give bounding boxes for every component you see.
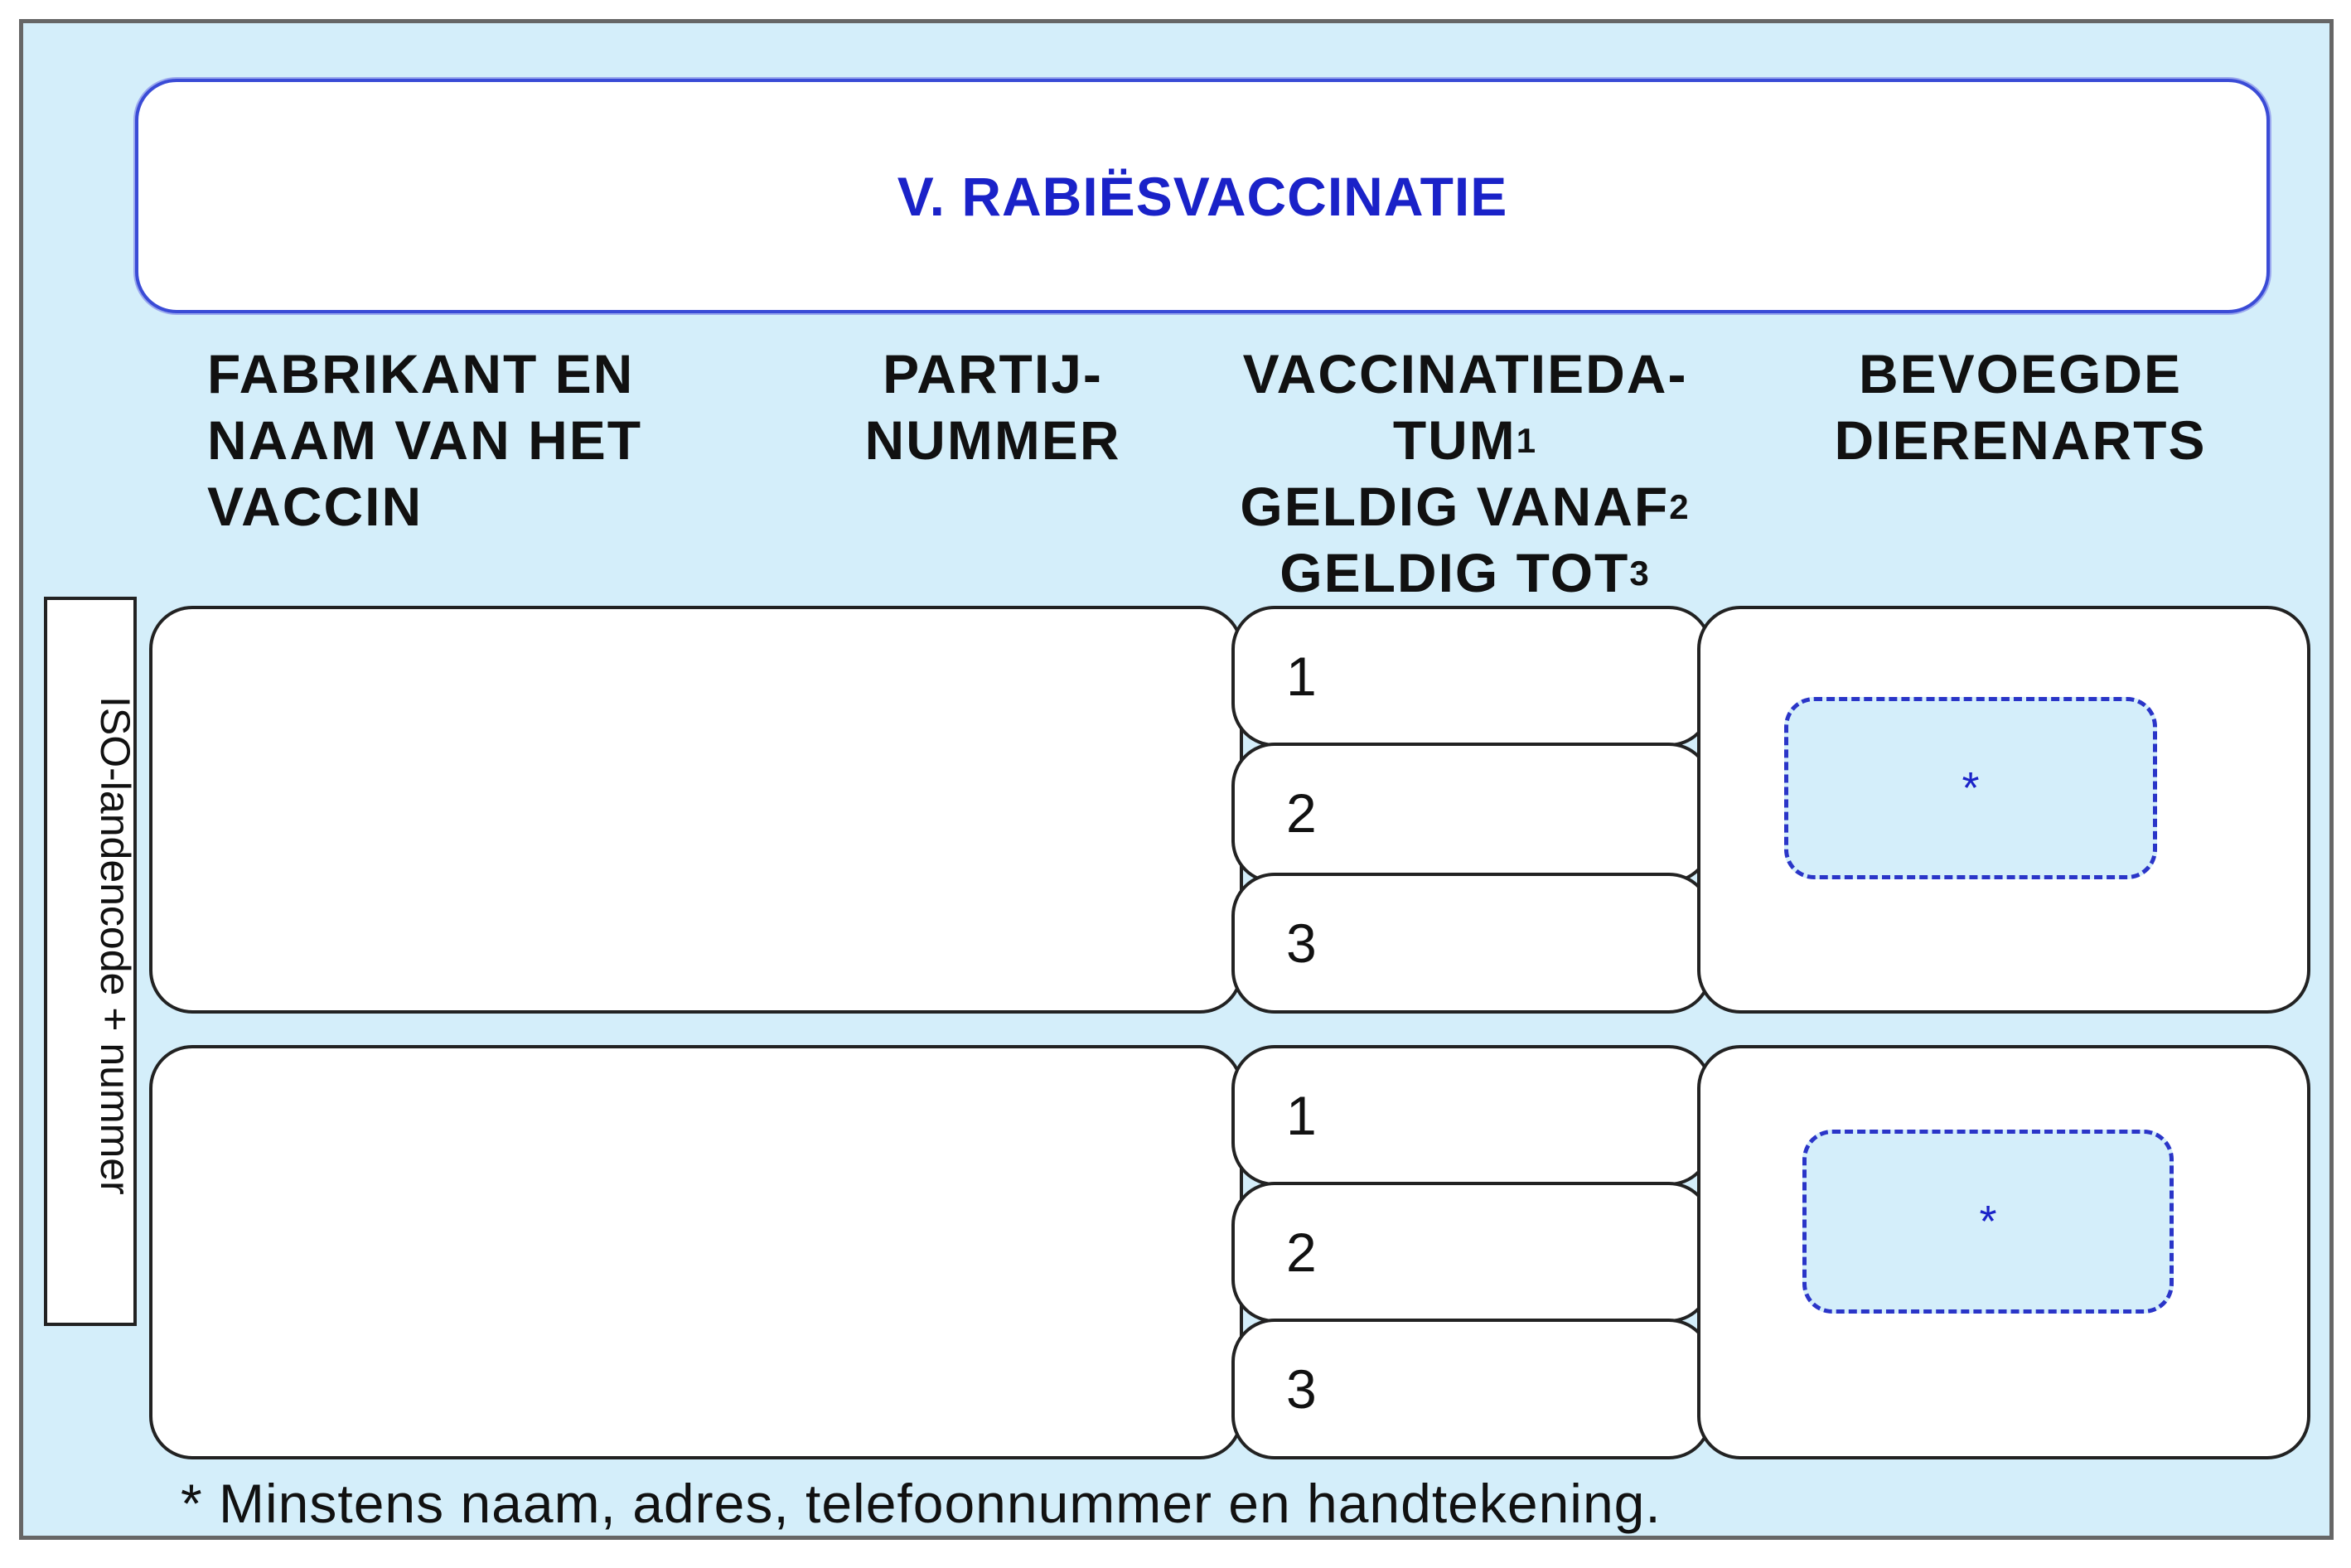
vaccine-field-row-1[interactable] <box>149 606 1243 1014</box>
section-title: V. RABIËSVACCINATIE <box>897 165 1508 227</box>
veterinarian-stamp-area-row-2: * <box>1802 1130 2174 1314</box>
column-header-partij: PARTIJ- NUMMER <box>864 343 1121 471</box>
column-header-dierenarts: BEVOEGDE DIERENARTS <box>1834 343 2207 471</box>
certificate-page <box>19 19 2334 1540</box>
vaccine-field-row-2[interactable] <box>149 1045 1243 1459</box>
column-header-fabrikant: FABRIKANT EN NAAM VAN HET VACCIN <box>207 343 643 537</box>
title-box <box>135 79 2270 313</box>
date-field-row-2-1[interactable]: 1 <box>1231 1045 1712 1186</box>
footnote: * Minstens naam, adres, telefoonnummer en handtekening. <box>181 1473 1662 1534</box>
date-field-row-1-1[interactable]: 1 <box>1231 606 1712 747</box>
column-header-datum: VACCINATIEDA- TUM$^1$ GELDIG VANAF$^2$ GELDIG TOT$^3$ <box>1240 343 1691 603</box>
date-field-row-2-2[interactable]: 2 <box>1231 1182 1712 1323</box>
veterinarian-stamp-area-row-1: * <box>1784 697 2157 879</box>
date-field-row-1-3[interactable]: 3 <box>1231 873 1712 1014</box>
date-field-row-2-3[interactable]: 3 <box>1231 1319 1712 1459</box>
date-field-row-1-2[interactable]: 2 <box>1231 743 1712 883</box>
iso-country-code-label: ISO-landencode + nummer <box>92 696 138 1195</box>
